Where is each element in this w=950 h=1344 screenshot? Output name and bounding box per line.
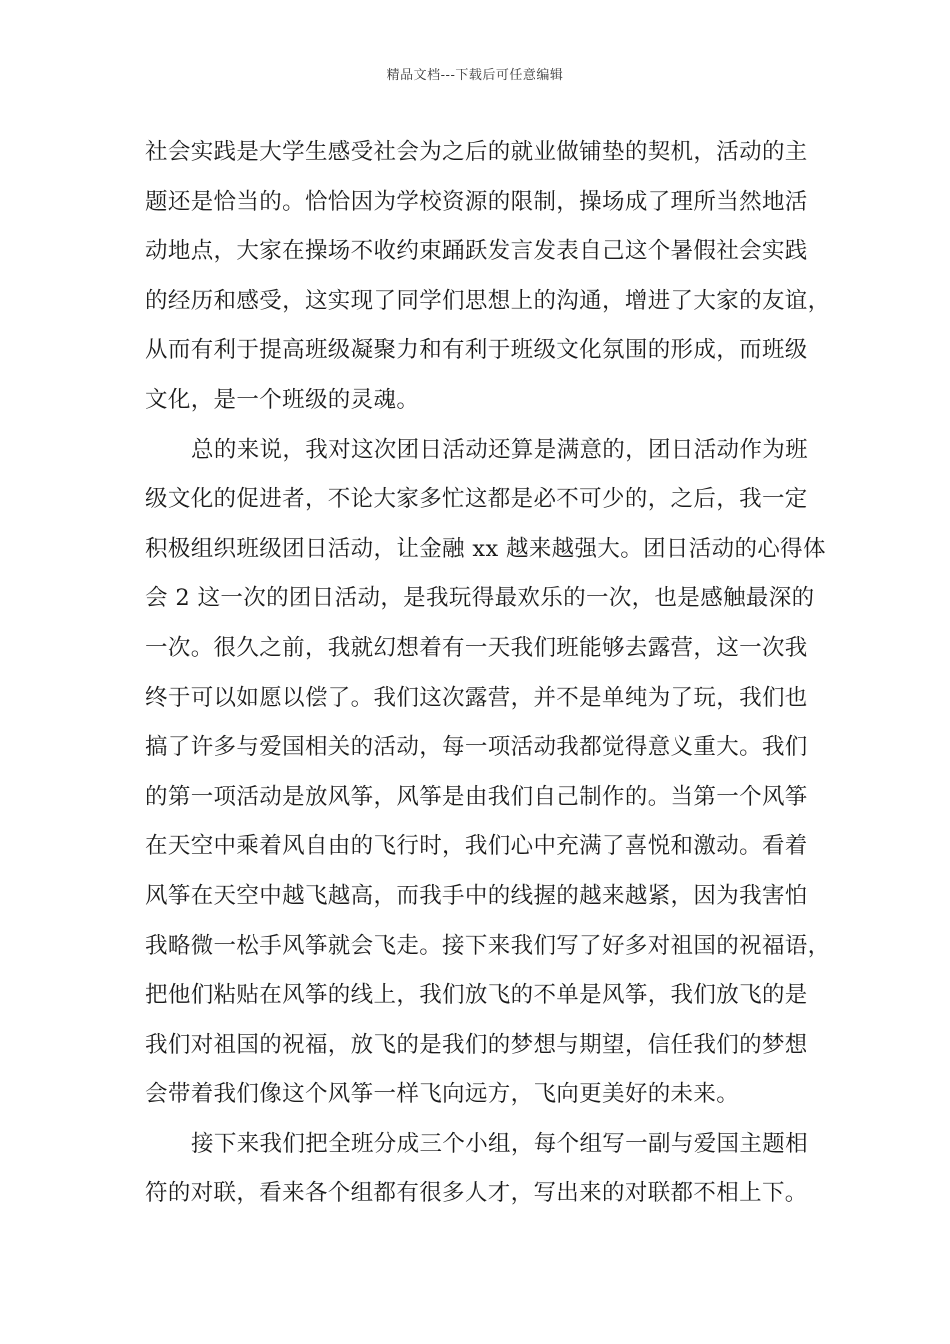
text-line: 终于可以如愿以偿了。我们这次露营，并不是单纯为了玩，我们也 bbox=[145, 684, 808, 711]
page-header: 精品文档---下载后可任意编辑 bbox=[386, 68, 564, 83]
text-line: 把他们粘贴在风筝的线上，我们放飞的不单是风筝，我们放飞的是 bbox=[145, 982, 808, 1009]
paragraph-start-line: 总的来说，我对这次团日活动还算是满意的，团日活动作为班 bbox=[191, 436, 808, 463]
text-line: 风筝在天空中越飞越高，而我手中的线握的越来越紧，因为我害怕 bbox=[145, 882, 808, 909]
text-line: 符的对联，看来各个组都有很多人才，写出来的对联都不相上下。 bbox=[145, 1180, 808, 1207]
text-line: 题还是恰当的。恰恰因为学校资源的限制，操场成了理所当然地活 bbox=[145, 188, 808, 215]
text-line: 搞了许多与爱国相关的活动，每一项活动我都觉得意义重大。我们 bbox=[145, 734, 808, 761]
document-body bbox=[145, 128, 831, 1219]
text-line: 社会实践是大学生感受社会为之后的就业做铺垫的契机，活动的主 bbox=[145, 139, 808, 165]
text-line: 我略微一松手风筝就会飞走。接下来我们写了好多对祖国的祝福语， bbox=[145, 932, 831, 959]
text-line: 一次。很久之前，我就幻想着有一天我们班能够去露营，这一次我 bbox=[145, 634, 808, 661]
text-line: 的第一项活动是放风筝，风筝是由我们自己制作的。当第一个风筝 bbox=[145, 783, 808, 810]
text-line: 会 2 这一次的团日活动，是我玩得最欢乐的一次，也是感触最深的 bbox=[145, 585, 815, 612]
text-line: 我们对祖国的祝福，放飞的是我们的梦想与期望，信任我们的梦想 bbox=[145, 1031, 808, 1058]
text-line: 的经历和感受，这实现了同学们思想上的沟通，增进了大家的友谊， bbox=[145, 287, 831, 314]
text-line: 级文化的促进者，不论大家多忙这都是必不可少的，之后，我一定 bbox=[145, 486, 808, 513]
text-line: 积极组织班级团日活动，让金融 xx 越来越强大。团日活动的心得体 bbox=[145, 535, 826, 562]
paragraph-start-line: 接下来我们把全班分成三个小组，每个组写一副与爱国主题相 bbox=[191, 1130, 808, 1157]
text-line: 在天空中乘着风自由的飞行时，我们心中充满了喜悦和激动。看着 bbox=[145, 833, 808, 860]
text-line: 从而有利于提高班级凝聚力和有利于班级文化氛围的形成，而班级 bbox=[145, 337, 808, 364]
text-line: 动地点，大家在操场不收约束踊跃发言发表自己这个暑假社会实践 bbox=[145, 238, 808, 265]
text-line: 会带着我们像这个风筝一样飞向远方，飞向更美好的未来。 bbox=[145, 1081, 740, 1108]
text-line: 文化，是一个班级的灵魂。 bbox=[145, 386, 420, 413]
